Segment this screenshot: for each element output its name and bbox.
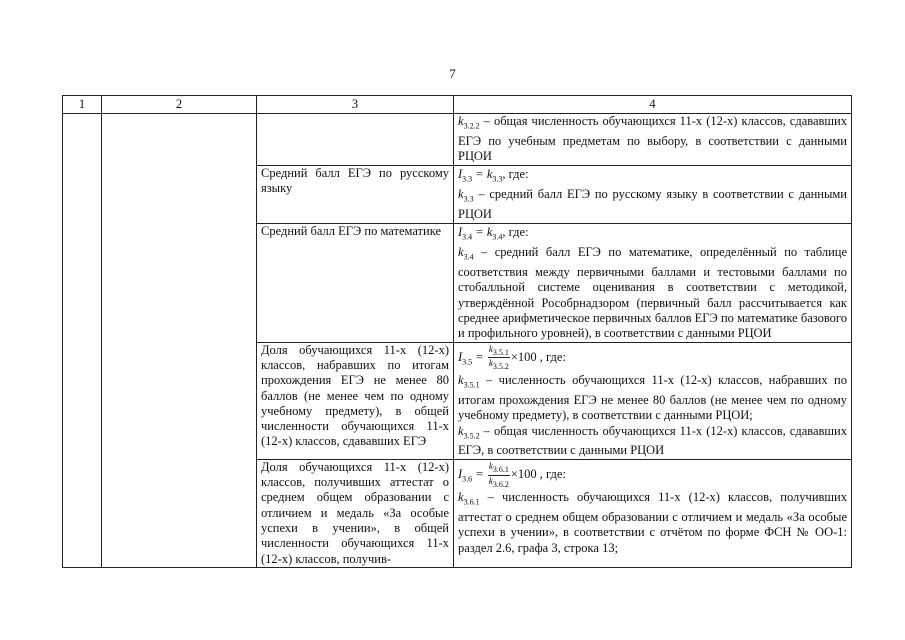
fraction-denominator: [488, 358, 510, 372]
cell-col1: [63, 459, 102, 567]
column-header-2: 2: [102, 96, 257, 114]
numerator-symbol: $k_{3.6.1}$: [488, 460, 509, 474]
variable-symbol: $k_{3.4}$: [458, 245, 474, 262]
formula-rhs: $k_{3.4}$: [486, 224, 503, 242]
table-row: [63, 165, 852, 223]
variable-symbol: $k_{3.5.1}$: [458, 373, 480, 390]
cell-col2: [102, 165, 257, 223]
variable-symbol: $k_{3.3}$: [458, 187, 474, 204]
formula-fraction: $I_{3.5}$ = $\frac{k_{3.5.1}}{k_{3.5.2}}$ ×100 , где:: [458, 343, 566, 372]
formula: $I_{3.4} = k_{3.4}$, где:: [458, 224, 529, 242]
method-cell: [454, 342, 852, 459]
formula-tail: , где:: [502, 166, 529, 181]
cell-col2: [102, 223, 257, 342]
formula-lhs: $I_{3.6}$: [458, 466, 473, 484]
table-row: [63, 342, 852, 459]
table-row: [63, 223, 852, 342]
definition-text: $k_{3.3}$ – средний балл ЕГЭ по русскому языку в соответствии с данными РЦОИ: [458, 187, 847, 222]
cell-col2: [102, 459, 257, 567]
method-cell: [454, 114, 852, 165]
column-header-1: 1: [63, 96, 102, 114]
formula-tail: ×100 , где:: [510, 466, 566, 481]
fraction-numerator: [488, 461, 510, 476]
definition-text: $k_{3.2.2}$ – общая численность обучающихся 11-х (12-х) классов, сдававших ЕГЭ по учебным предметам по выбору, в соответствии с данными РЦОИ: [458, 114, 847, 164]
cell-col1: [63, 342, 102, 459]
variable-symbol: $k_{3.5.2}$: [458, 423, 480, 441]
variable-symbol: $k_{3.2.2}$: [458, 114, 480, 131]
formula-tail: ×100 , где:: [510, 349, 566, 364]
variable-symbol: $k_{3.6.1}$: [458, 490, 480, 507]
definition-text: $k_{3.6.1}$ – численность обучающихся 11-х (12-х) классов, получивших аттестат о среднем общем образовании с отличием и медаль «За особые успехи в учении», в соответствии с отчётом по форме ФСН № ОО-1: раздел 2.6, графа 3, строка 13;: [458, 490, 847, 555]
method-cell: [454, 223, 852, 342]
indicator-cell: Средний балл ЕГЭ по русскому языку: [257, 165, 454, 223]
cell-col2: [102, 342, 257, 459]
definition-text: $k_{3.4}$ – средний балл ЕГЭ по математике, определённый по таблице соответствия между первичными баллами и тестовыми баллами по стобалльной системе оценивания в соответствии с методикой, утверждённой Рособрнадзором (первичный балл рассчитывается как среднее арифметическое первичных баллов ЕГЭ по математике базового и профильного уровней), в соответствии с данными РЦОИ: [458, 245, 847, 341]
formula-rhs: $k_{3.3}$: [486, 166, 503, 184]
definition-text: $k_{3.5.1}$ – численность обучающихся 11-х (12-х) классов, набравших по итогам прохождения ЕГЭ не менее 80 баллов (не менее чем по одному учебному предмету), в соответствии с данными РЦОИ;: [458, 373, 847, 423]
cell-col2: [102, 114, 257, 165]
indicators-table: [62, 95, 852, 568]
indicator-cell: Доля обучающихся 11-х (12-х) классов, получивших аттестат о среднем общем образовании с отличием и медаль «За особые успехи в учении», в общей численности обучающихся 11-х (12-х) классов, получив-: [257, 459, 454, 567]
indicator-cell: Средний балл ЕГЭ по математике: [257, 223, 454, 342]
formula-lhs: $I_{3.5}$: [458, 349, 473, 367]
table-row: [63, 114, 852, 165]
method-cell: [454, 165, 852, 223]
denominator-symbol: $k_{3.6.2}$: [488, 475, 509, 489]
table-header-row: [63, 96, 852, 114]
formula-lhs: $I_{3.3}$: [458, 166, 473, 184]
numerator-symbol: $k_{3.5.1}$: [488, 343, 509, 357]
column-header-4: 4: [454, 96, 852, 114]
column-header-3: 3: [257, 96, 454, 114]
formula-lhs: $I_{3.4}$: [458, 224, 473, 242]
method-cell: [454, 459, 852, 567]
fraction: [488, 344, 510, 373]
indicator-cell: [257, 114, 454, 165]
table-row: [63, 459, 852, 567]
fraction: [488, 461, 510, 490]
formula-tail: , где:: [502, 224, 529, 239]
cell-col1: [63, 223, 102, 342]
fraction-numerator: [488, 344, 510, 359]
denominator-symbol: $k_{3.5.2}$: [488, 358, 509, 372]
cell-col1: [63, 165, 102, 223]
fraction-denominator: [488, 476, 510, 490]
indicator-cell: Доля обучающихся 11-х (12-х) классов, набравших по итогам прохождения ЕГЭ не менее 80 баллов (не менее чем по одному учебному предмету), в общей численности обучающихся 11-х (12-х) классов, сдававших ЕГЭ: [257, 342, 454, 459]
page-number: 7: [449, 66, 456, 81]
definition-text: $k_{3.5.2}$ – общая численность обучающихся 11-х (12-х) классов, сдававших ЕГЭ, в соответствии с данными РЦОИ: [458, 423, 847, 458]
formula-fraction: $I_{3.6}$ = $\frac{k_{3.6.1}}{k_{3.6.2}}$ ×100 , где:: [458, 460, 566, 489]
cell-col1: [63, 114, 102, 165]
formula: $I_{3.3} = k_{3.3}$, где:: [458, 166, 529, 184]
